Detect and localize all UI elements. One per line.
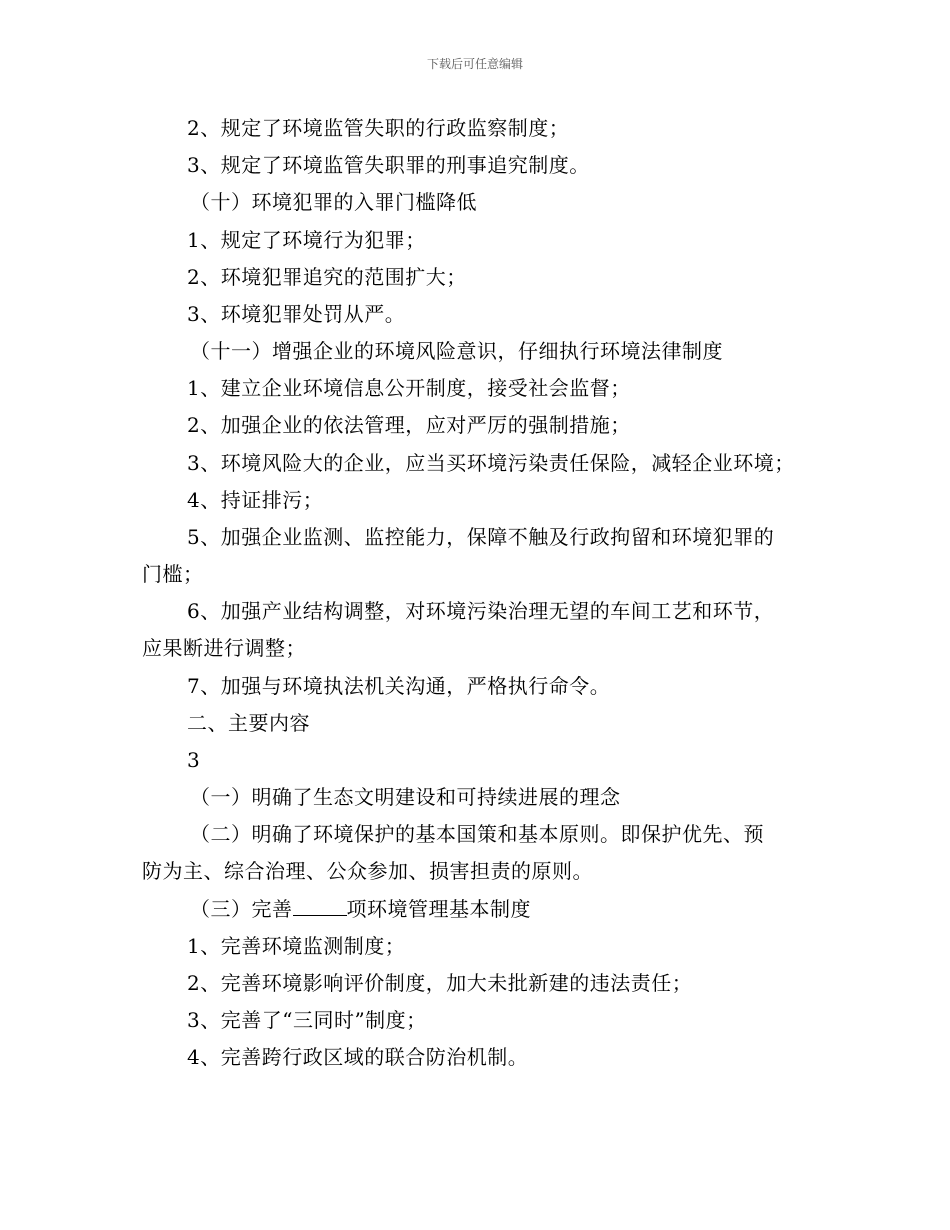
paragraph-line: 4、持证排污； [187,488,324,512]
paragraph-line: 防为主、综合治理、公众参加、损害担责的原则。 [142,859,593,883]
paragraph-line: 2、规定了环境监管失职的行政监察制度； [187,116,570,140]
section-heading: （十）环境犯罪的入罪门槛降低 [190,190,477,214]
paragraph-line: 1、完善环境监测制度； [187,934,406,958]
paragraph-line: 5、加强企业监测、监控能力，保障不触及行政拘留和环境犯罪的 [187,525,775,549]
paragraph-line: 1、规定了环境行为犯罪； [187,228,426,252]
heading-part: 项环境管理基本制度 [346,897,531,921]
heading-part: （三）完善 [190,897,293,921]
section-heading: （一）明确了生态文明建设和可持续进展的理念 [190,785,621,809]
paragraph-line: 3、完善了“三同时”制度； [187,1008,427,1032]
paragraph-line: 2、完善环境影响评价制度，加大未批新建的违法责任； [187,971,693,995]
paragraph-line: 应果断进行调整； [142,636,306,660]
section-heading [142,897,870,921]
paragraph-line: 1、建立企业环境信息公开制度，接受社会监督； [187,376,631,400]
paragraph-line: 2、加强企业的依法管理，应对严厉的强制措施； [187,413,631,437]
section-heading: （十一）增强企业的环境风险意识，仔细执行环境法律制度 [190,339,723,363]
paragraph-line: 2、环境犯罪追究的范围扩大； [187,265,467,289]
paragraph-line: （二）明确了环境保护的基本国策和基本原则。即保护优先、预 [190,822,764,846]
paragraph-line: 3、规定了环境监管失职罪的刑事追究制度。 [187,153,590,177]
paragraph-line: 6、加强产业结构调整，对环境污染治理无望的车间工艺和环节， [187,599,775,623]
paragraph-line: 门槛； [142,562,204,586]
paragraph-line: 7、加强与环境执法机关沟通，严格执行命令。 [187,674,611,698]
paragraph-line: 3、环境风险大的企业，应当买环境污染责任保险，减轻企业环境； [187,451,795,475]
paragraph-line: 3、环境犯罪处罚从严。 [187,302,406,326]
header-note: 下载后可任意编辑 [426,57,523,71]
paragraph-line: 4、完善跨行政区域的联合防治机制。 [187,1045,529,1069]
section-heading: 二、主要内容 [187,711,310,735]
fill-in-blank [293,897,347,916]
page-number-text: 3 [187,748,201,772]
